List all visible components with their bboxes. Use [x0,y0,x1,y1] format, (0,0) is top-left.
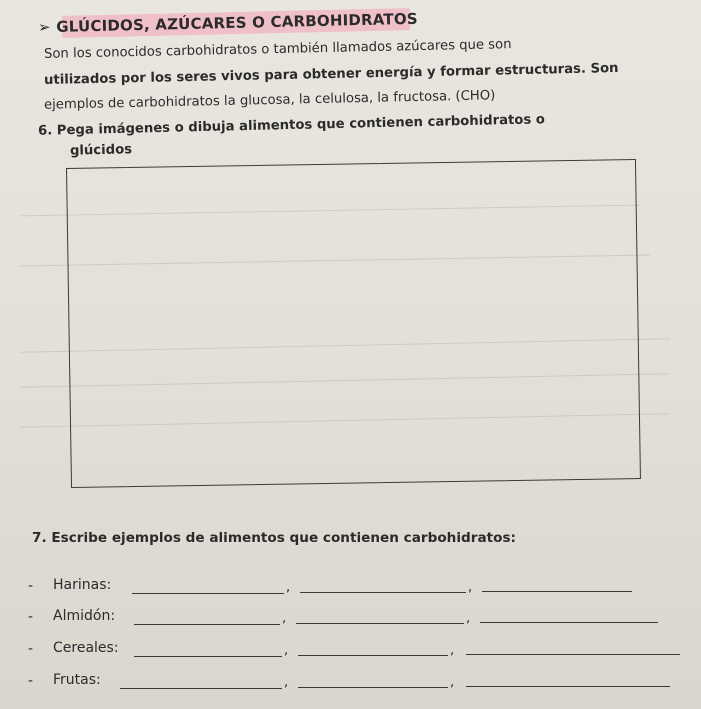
answer-blank-1[interactable] [134,624,280,625]
answer-blank-2[interactable] [298,687,448,688]
heading-bullet: ➢ [37,18,52,37]
row-comma: , [450,675,455,690]
answer-blank-3[interactable] [466,654,680,655]
paragraph-line-3: ejemplos de carbohidratos la glucosa, la celulosa, la fructosa. (CHO) [43,88,496,113]
paragraph-line-2: utilizados por los seres vivos para obtener energía y formar estructuras. Son [43,60,619,89]
answer-blank-1[interactable] [134,656,282,657]
answer-blank-1[interactable] [120,688,282,689]
question-7-title: 7. Escribe ejemplos de alimentos que contienen carbohidratos: [32,530,516,546]
answer-row-cereales [28,639,688,663]
heading-text: GLÚCIDOS, AZÚCARES O CARBOHIDRATOS [56,9,419,36]
answer-blank-2[interactable] [296,623,464,624]
question-6-line-1: 6. Pega imágenes o dibuja alimentos que contienen carbohidratos o [37,112,546,139]
row-comma: , [282,611,287,626]
answer-blank-2[interactable] [298,655,448,656]
answer-row-almidon [28,607,688,631]
answer-row-harinas [28,576,688,600]
answer-blank-3[interactable] [466,686,670,687]
question-6-line-2: glúcidos [69,142,133,159]
row-comma: , [284,643,289,658]
row-label: Harinas: [53,577,112,593]
row-comma: , [468,580,473,595]
row-dash: - [28,673,34,689]
answer-blank-3[interactable] [482,591,632,592]
row-comma: , [286,580,291,595]
row-dash: - [28,641,34,657]
answer-blank-2[interactable] [300,592,466,593]
row-comma: , [466,611,471,626]
row-label: Cereales: [53,640,119,656]
answer-row-frutas [28,671,688,695]
row-dash: - [28,578,34,594]
drawing-box[interactable] [66,159,641,488]
row-comma: , [284,675,289,690]
paragraph-line-1: Son los conocidos carbohidratos o también llamados azúcares que son [43,37,512,62]
row-label: Almidón: [53,608,116,624]
row-dash: - [28,609,34,625]
row-comma: , [450,643,455,658]
answer-blank-3[interactable] [480,622,658,623]
answer-blank-1[interactable] [132,593,284,594]
row-label: Frutas: [53,672,101,688]
